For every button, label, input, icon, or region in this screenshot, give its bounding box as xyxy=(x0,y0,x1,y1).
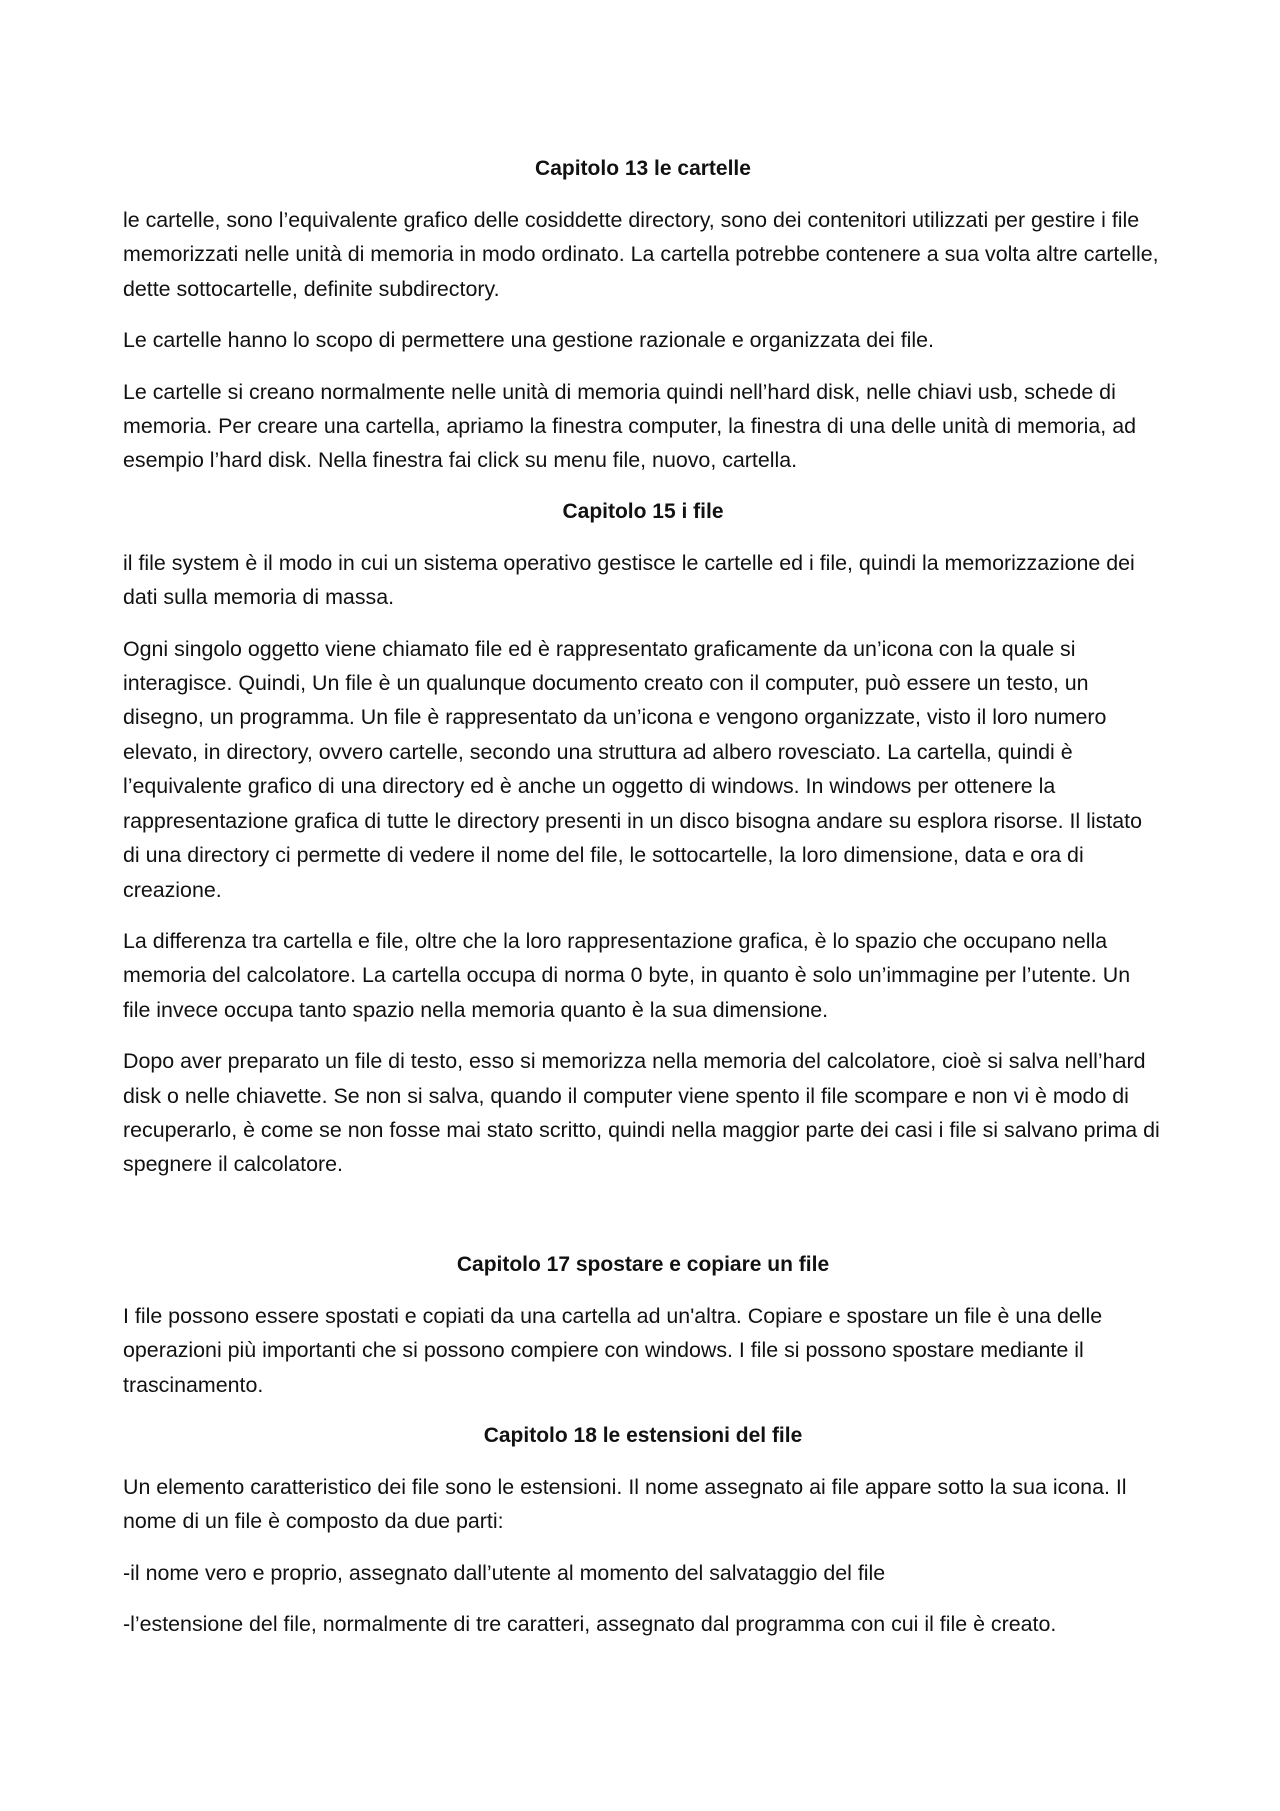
chapter-13-heading: Capitolo 13 le cartelle xyxy=(535,157,751,180)
paragraph: Dopo aver preparato un file di testo, esso si memorizza nella memoria del calcolatore, cioè si salva nell’hard disk o nelle chiavette. Se non si salva, quando il computer viene spento il file scompare e non vi è modo di recuperarlo, è come se non fosse mai stato scritto, quindi nella maggior parte dei casi i file si salvano prima di spegnere il calcolatore. xyxy=(123,1049,1160,1177)
paragraph: Le cartelle si creano normalmente nelle unità di memoria quindi nell’hard disk, nelle chiavi usb, schede di memoria. Per creare una cartella, apriamo la finestra computer, la finestra di una delle unità di memoria, ad esempio l’hard disk. Nella finestra fai click su menu file, nuovo, cartella. xyxy=(123,379,1136,473)
paragraph: Ogni singolo oggetto viene chiamato file ed è rappresentato graficamente da un’icona con la quale si interagisce. Quindi, Un file è un qualunque documento creato con il computer, può essere un testo, un disegno, un programma. Un file è rappresentato da un’icona e vengono organizzate, visto il loro numero elevato, in directory, ovvero cartelle, secondo una struttura ad albero rovesciato. La cartella, quindi è l’equivalente grafico di una directory ed è anche un oggetto di windows. In windows per ottenere la rappresentazione grafica di tutte le directory presenti in un disco bisogna andare su esplora risorse. Il listato di una directory ci permette di vedere il nome del file, le sottocartelle, la loro dimensione, data e ora di creazione. xyxy=(123,636,1142,902)
list-item: -l’estensione del file, normalmente di tre caratteri, assegnato dal programma con cui il file è creato. xyxy=(123,1612,1057,1637)
paragraph: il file system è il modo in cui un sistema operativo gestisce le cartelle ed i file, quindi la memorizzazione dei dati sulla memoria di massa. xyxy=(123,550,1135,610)
chapter-17-heading: Capitolo 17 spostare e copiare un file xyxy=(456,1252,830,1276)
paragraph: le cartelle, sono l’equivalente grafico delle cosiddette directory, sono dei contenitori utilizzati per gestire i file memorizzati nelle unità di memoria in modo ordinato. La cartella potrebbe contenere a sua volta altre cartelle, dette sottocartelle, definite subdirectory. xyxy=(123,208,1159,301)
chapter-15-heading: Capitolo 15 i file xyxy=(562,499,724,523)
chapter-18-heading: Capitolo 18 le estensioni del file xyxy=(483,1423,803,1447)
paragraph: I file possono essere spostati e copiati da una cartella ad un'altra. Copiare e spostare un file è una delle operazioni più importanti che si possono compiere con windows. I file si possono spostare mediante il trascinamento. xyxy=(123,1303,1103,1397)
list-item: -il nome vero e proprio, assegnato dall’utente al momento del salvataggio del file xyxy=(123,1560,886,1585)
paragraph: Un elemento caratteristico dei file sono le estensioni. Il nome assegnato ai file appare sotto la sua icona. Il nome di un file è composto da due parti: xyxy=(123,1474,1127,1534)
document-page xyxy=(123,152,1163,1642)
paragraph: La differenza tra cartella e file, oltre che la loro rappresentazione grafica, è lo spazio che occupano nella memoria del calcolatore. La cartella occupa di norma 0 byte, in quanto è solo un’immagine per l’utente. Un file invece occupa tanto spazio nella memoria quanto è la sua dimensione. xyxy=(123,928,1131,1022)
paragraph: Le cartelle hanno lo scopo di permettere una gestione razionale e organizzata dei file. xyxy=(123,328,934,353)
